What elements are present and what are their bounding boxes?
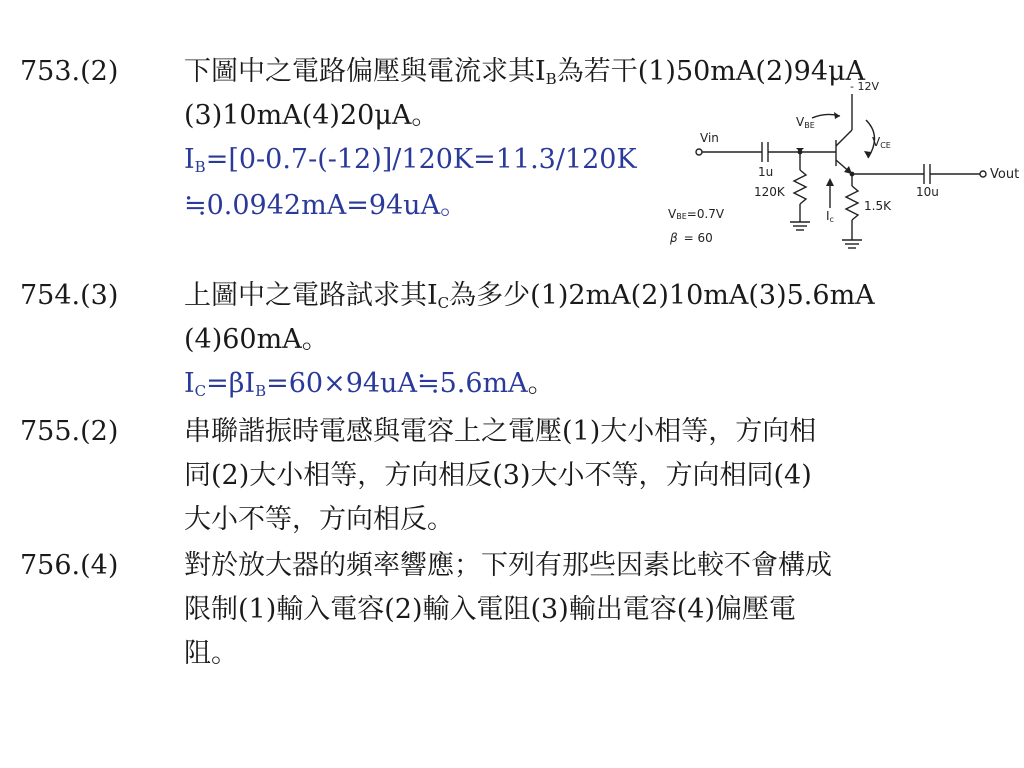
question-754-line-2: (4)60mA。 bbox=[184, 324, 329, 355]
beta-label: β = 60 bbox=[670, 231, 713, 245]
base-resistor-label: 120K bbox=[754, 185, 785, 199]
emitter-resistor-label: 1.5K bbox=[864, 199, 891, 213]
answer-753-line-2: ≒0.0942mA=94uA。 bbox=[184, 190, 468, 221]
question-755-line-3: 大小不等，方向相反。 bbox=[184, 504, 454, 535]
vbe-value-label: VBE=0.7V bbox=[668, 207, 725, 221]
supply-label: - 12V bbox=[850, 80, 879, 93]
transistor-circuit-diagram bbox=[640, 80, 1024, 260]
vce-label: VCE bbox=[872, 135, 891, 150]
question-755-line-1: 串聯諧振時電感與電容上之電壓(1)大小相等，方向相 bbox=[184, 416, 817, 447]
question-number: 753.(2) bbox=[20, 56, 119, 87]
question-number: 755.(2) bbox=[20, 416, 119, 447]
answer-754-line: $I_C=\beta I_B=60\times 94uA≒5.6mA$。 bbox=[184, 368, 555, 400]
answer-753-line-1: $I_B=[0-0.7-(-12)]/120K=11.3/120K$ bbox=[184, 144, 637, 176]
vbe-label: VBE bbox=[796, 115, 815, 130]
question-754-line-1: 上圖中之電路試求其$I_C$為多少(1)2mA(2)10mA(3)5.6mA bbox=[184, 280, 875, 312]
input-capacitor-label: 1u bbox=[758, 165, 774, 179]
question-number: 756.(4) bbox=[20, 550, 119, 581]
question-number: 754.(3) bbox=[20, 280, 119, 311]
output-capacitor-label: 10u bbox=[916, 185, 939, 199]
vin-label: Vin bbox=[700, 131, 719, 145]
ic-label: Ic bbox=[826, 209, 834, 224]
question-756-line-3: 阻。 bbox=[184, 638, 238, 669]
question-753-line-2: (3)10mA(4)20μA。 bbox=[184, 100, 439, 131]
question-753-line-1: 下圖中之電路偏壓與電流求其$I_B$為若干(1)50mA(2)94μA bbox=[184, 56, 866, 88]
question-755-line-2: 同(2)大小相等，方向相反(3)大小不等，方向相同(4) bbox=[184, 460, 812, 491]
vout-label: Vout bbox=[990, 167, 1020, 182]
question-756-line-1: 對於放大器的頻率響應；下列有那些因素比較不會構成 bbox=[184, 550, 832, 581]
question-756-line-2: 限制(1)輸入電容(2)輸入電阻(3)輸出電容(4)偏壓電 bbox=[184, 594, 796, 625]
